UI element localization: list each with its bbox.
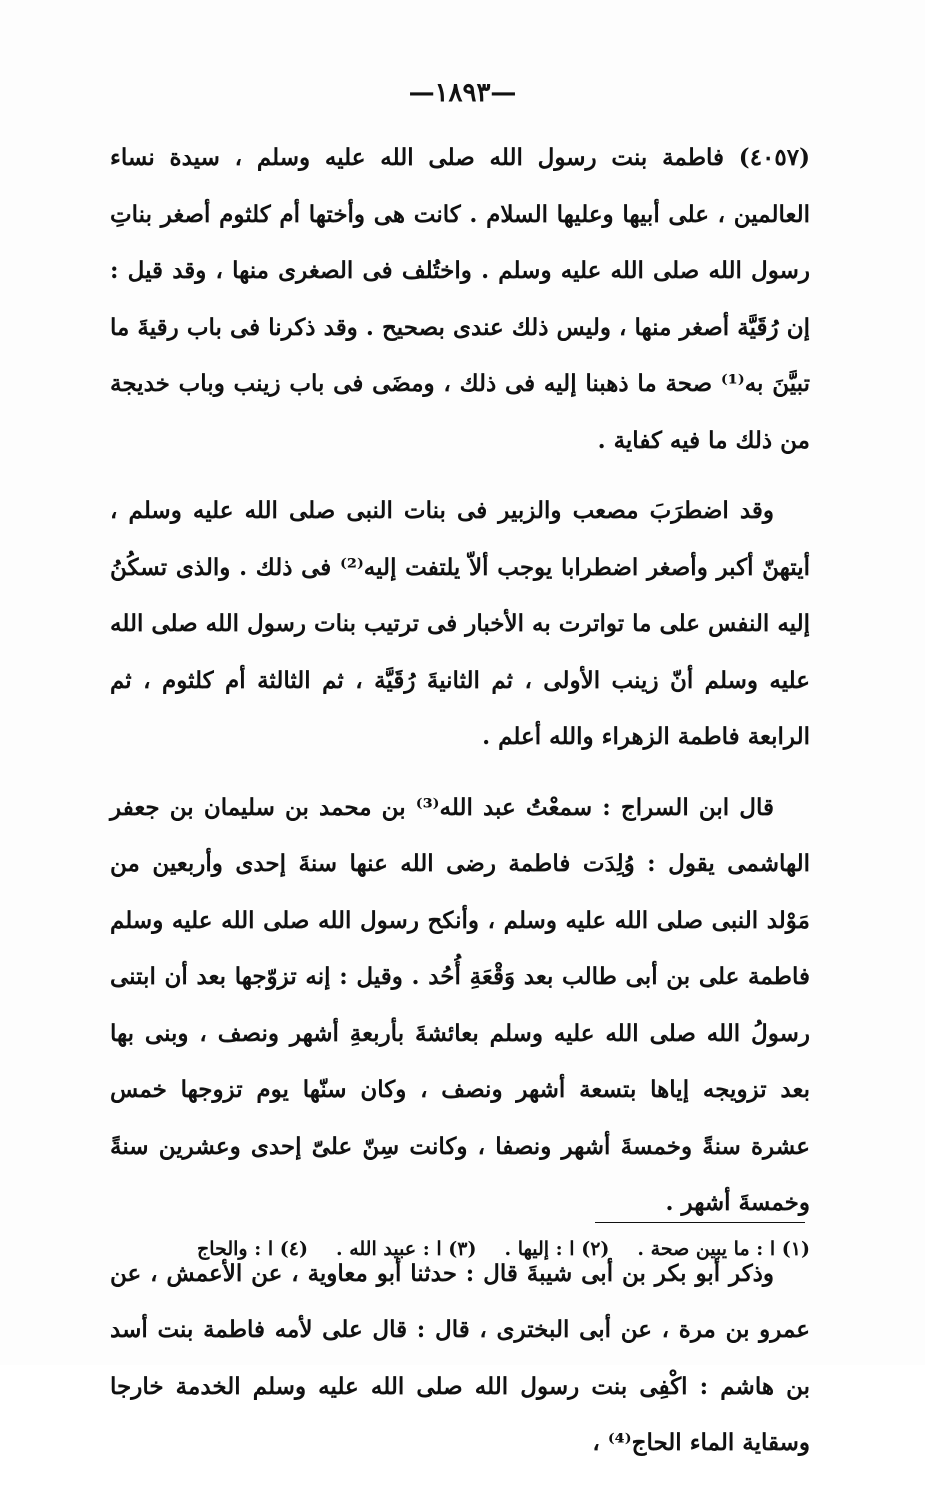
footnote-3: (٣) ا : عبيد الله . [335, 1238, 477, 1260]
main-text [110, 130, 810, 1486]
footnote-2: (٢) ا : إليها . [504, 1238, 610, 1260]
page-number: —١٨٩٣— [408, 78, 517, 108]
paragraph-text: وذكر أبو بكر بن أبى شيبةَ قال : حدثنا أبو معاوية ، عن الأعمش ، عن عمرو بن مرة ، عن أبى البخترى ، قال : قال على لأمه فاطمة بنت أسد بن هاشم : اكْفِى بنت رسول الله صلى الله عليه وسلم الخدمة خارجا وسقاية الماء الحاج⁽⁴⁾ ، [110, 1259, 811, 1456]
paragraph-entry [110, 130, 810, 469]
footnotes [110, 1238, 810, 1260]
paragraph-text: فاطمة بنت رسول الله صلى الله عليه وسلم ، سيدة نساء العالمين ، على أبيها وعليها السلام . كانت هى وأختها أم كلثوم أصغر بناتِ رسول الله صلى الله عليه وسلم . واختُلف فى الصغرى منها ، وقد قيل : إن رُقَيَّة أصغر منها ، وليس ذلك عندى بصحيح . وقد ذكرنا فى باب رقيةَ ما تبيَّنَ به⁽¹⁾ صحة ما ذهبنا إليه فى ذلك ، ومضَى فى باب زينب وباب خديجة من ذلك ما فيه كفاية . [110, 144, 810, 454]
paragraph-text: وقد اضطرَبَ مصعب والزبير فى بنات النبى صلى الله عليه وسلم ، أيتهنّ أكبر وأصغر اضطرابا يوجب ألاّ يلتفت إليه⁽²⁾ فى ذلك . والذى تسكُنُ إليه النفس على ما تواترت به الأخبار فى ترتيب بنات رسول الله صلى الله عليه وسلم أنّ زينب الأولى ، ثم الثانيةَ رُقَيَّة ، ثم الثالثة أم كلثوم ، ثم الرابعة فاطمة الزهراء والله أعلم . [110, 497, 811, 750]
footnote-divider [595, 1222, 805, 1223]
footnote-1: (١) ا : ما يبين صحة . [637, 1238, 810, 1260]
paragraph [110, 483, 810, 766]
paragraph [110, 780, 810, 1232]
footnote-4: (٤) ا : والحاج [197, 1238, 308, 1260]
entry-number: (٤٠٥٧) [738, 144, 810, 171]
paragraph-text: قال ابن السراج : سمعْتُ عبد الله⁽³⁾ بن محمد بن سليمان بن جعفر الهاشمى يقول : وُلِدَت فاطمة رضى الله عنها سنةَ إحدى وأربعين من مَوْلد النبى صلى الله عليه وسلم ، وأنكح رسول الله صلى الله عليه وسلم فاطمة على بن أبى طالب بعد وَقْعَةِ أُحُد . وقيل : إنه تزوّجها بعد أن ابتنى رسولُ الله صلى الله عليه وسلم بعائشةَ بأربعةِ أشهر ونصف ، وبنى بها بعد تزويجه إياها بتسعة أشهر ونصف ، وكان سنّها يوم تزوجها خمس عشرة سنةً وخمسةَ أشهر ونصفا ، وكانت سِنّ علىّ إحدى وعشرين سنةً وخمسةَ أشهر . [110, 793, 810, 1216]
paragraph [110, 1246, 810, 1472]
